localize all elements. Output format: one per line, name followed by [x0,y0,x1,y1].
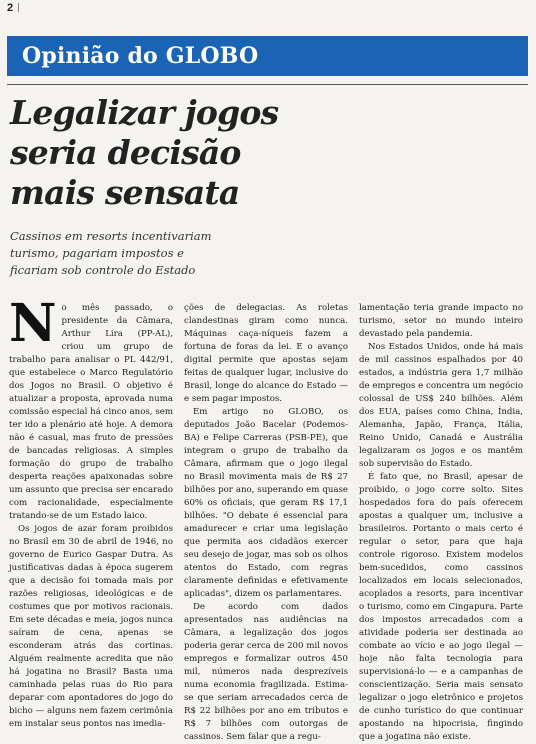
article-paragraph: De acordo com dados apresentados nas audiências na Câmara, a legalização dos jogos poderia gerar cerca de 200 mil novos empregos e formalizar outros 450 mil, números nada desprezíveis numa economia fragilizada. Estima-se que seriam arrecadados cerca de R$ 22 bilhões por ano em tributos e R$ 7 bilhões com outorgas de cassinos. Sem falar que a regu- [184,602,348,742]
article-paragraph: Os jogos de azar foram proibidos no Brasil em 30 de abril de 1946, no governo de Eurico Gaspar Dutra. As justificativas dadas à época sugerem que a decisão foi tomada mais por razões religiosas, ideológicas e de costumes que por motivos racionais. Em sete décadas e meia, jogos nunca saíram de cena, apenas se esconderam atrás das cortinas. Alguém realmente acredita que não há jogatina no Brasil? Basta uma caminhada pelas ruas do Rio para deparar com apontadores do jogo do bicho — alguns nem fazem cerimônia em instalar seus pontos nas imedia- [9,524,173,729]
subheadline-line: ficariam sob controle do Estado [10,263,196,277]
article-paragraph [9,293,173,523]
subheadline-line: turismo, pagariam impostos e [10,246,184,260]
article-paragraph: Nos Estados Unidos, onde há mais de mil cassinos espalhados por 40 estados, a indústria gera 1,7 milhão de empregos e concentra um negócio colossal de US$ 240 bilhões. Além dos EUA, países como China, Índia, Alemanha, Japão, França, Itália, Reino Unido, Canadá e Austrália legalizaram os jogos e os mantêm sob supervisão do Estado. [359,342,523,469]
drop-cap: N [9,293,57,354]
article-paragraph: É fato que, no Brasil, apesar de proibido, o jogo corre solto. Sites hospedados fora do país oferecem apostas a qualquer um, inclusive a brasileiros. Portanto o mais certo é regular o setor, para que haja controle rigoroso. Existem modelos bem-sucedidos, como cassinos localizados em locais selecionados, acoplados a resorts, para incentivar o turismo, como em Cingapura. Parte dos impostos arrecadados com a atividade poderia ser destinada ao combate ao vício e ao jogo ilegal — hoje não falta tecnologia para supervisioná-lo — e a campanhas de conscientização. Seria mais sensato legalizar o jogo eletrônico e projetos de cunho turístico do que continuar apostando na hipocrisia, fingindo que a jogatina não existe. [359,472,523,742]
subheadline-line: Cassinos em resorts incentivariam [10,229,212,243]
article-column-1 [9,293,173,731]
headline-line: mais sensata [10,173,240,212]
section-rule [7,84,528,85]
article-paragraph: ções de delegacias. As roletas clandestinas giram como nunca. Máquinas caça-níqueis fazem a fortuna de foras da lei. E o avanço digital permite que apostas sejam feitas de qualquer lugar, inclusive do Brasil, longe do alcance do Estado — e sem pagar impostos. [184,303,348,404]
section-title: Opinião do GLOBO [22,43,259,69]
page-number-divider [18,3,19,12]
article-paragraph: Em artigo no GLOBO, os deputados João Bacelar (Podemos-BA) e Felipe Carreras (PSB-PE), que integram o grupo de trabalho da Câmara, afirmam que o jogo ilegal no Brasil movimenta mais de R$ 27 bilhões por ano, superando em quase 60% os oficiais, que geram R$ 17,1 bilhões. "O debate é essencial para amadurecer e criar uma legislação que permita aos cidadãos exercer seu desejo de jogar, mas sob os olhos atentos do Estado, com regras claramente definidas e efetivamente aplicadas", dizem os parlamentares. [184,407,348,599]
article-column-3 [359,302,523,744]
headline [10,93,330,213]
section-banner [7,36,528,76]
subheadline [10,228,280,279]
page-number: 2 [7,2,14,14]
article-paragraph: lamentação teria grande impacto no turismo, setor no mundo inteiro devastado pela pandemia. [359,303,523,339]
headline-line: seria decisão [10,133,241,172]
article-column-2 [184,302,348,744]
article-text: o mês passado, o presidente da Câmara, Arthur Lira (PP-AL), criou um grupo de trabalho para analisar o PL 442/91, que estabelece o Marco Regulatório dos Jogos no Brasil. O objetivo é atualizar a proposta, aprovada numa comissão especial há cinco anos, sem ter ido a plenário até hoje. A demora não é casual, mas fruto de pressões de bancadas religiosas. A simples formação do grupo de trabalho desperta reações apaixonadas sobre um assunto que precisa ser encarado com racionalidade, especialmente tratando-se de um Estado laico. [9,303,173,521]
headline-line: Legalizar jogos [10,93,279,132]
